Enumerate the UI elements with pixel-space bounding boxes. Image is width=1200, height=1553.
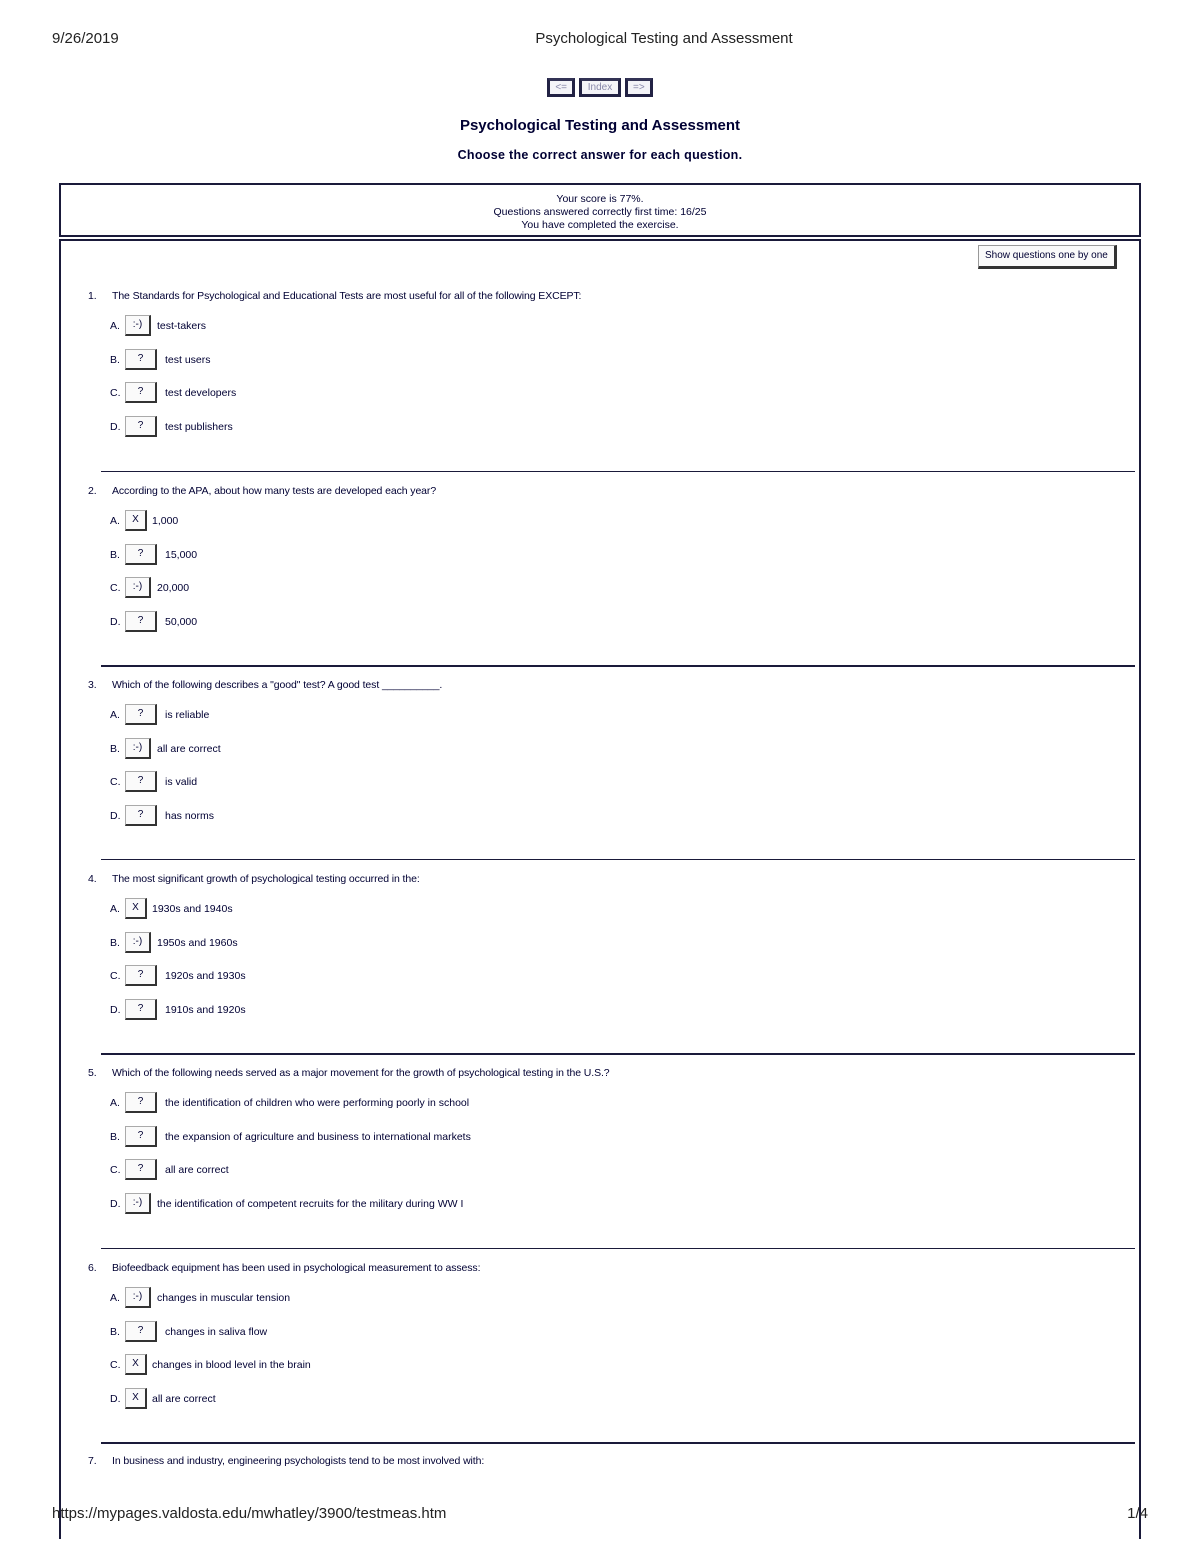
option-letter: D. xyxy=(110,810,121,822)
answer-button[interactable]: :-) xyxy=(125,932,151,953)
option-text: 1910s and 1920s xyxy=(165,1004,246,1016)
answer-button[interactable]: ? xyxy=(125,544,157,565)
answer-button[interactable]: X xyxy=(125,1354,147,1375)
answer-button[interactable]: ? xyxy=(125,611,157,632)
option-text: test users xyxy=(165,354,211,366)
option-letter: B. xyxy=(110,1131,120,1143)
option-text: 1,000 xyxy=(152,515,179,527)
answer-button[interactable]: ? xyxy=(125,1092,157,1113)
print-title: Psychological Testing and Assessment xyxy=(535,30,793,47)
question-text: According to the APA, about how many tests are developed each year? xyxy=(112,485,437,497)
option-text: is valid xyxy=(165,776,198,788)
answer-button[interactable]: ? xyxy=(125,1126,157,1147)
print-header xyxy=(0,30,1200,50)
option-text: 50,000 xyxy=(165,616,198,628)
question-stem xyxy=(88,1455,484,1467)
answer-button[interactable]: :-) xyxy=(125,315,151,336)
option-text: 15,000 xyxy=(165,549,198,561)
question-separator xyxy=(101,471,1135,472)
option-letter: B. xyxy=(110,354,120,366)
question-number: 4. xyxy=(88,873,97,885)
answer-button[interactable]: X xyxy=(125,1388,147,1409)
question-stem xyxy=(88,485,436,497)
print-url: https://mypages.valdosta.edu/mwhatley/3900/testmeas.htm xyxy=(52,1505,447,1522)
option-letter: B. xyxy=(110,549,120,561)
option-letter: C. xyxy=(110,582,121,594)
question-number: 7. xyxy=(88,1455,97,1467)
question-text: Biofeedback equipment has been used in psychological measurement to assess: xyxy=(112,1262,481,1274)
question-number: 5. xyxy=(88,1067,97,1079)
option-letter: A. xyxy=(110,1097,120,1109)
option-letter: A. xyxy=(110,709,120,721)
option-letter: A. xyxy=(110,1292,120,1304)
option-letter: A. xyxy=(110,515,120,527)
index-button[interactable]: Index xyxy=(579,78,621,97)
print-date: 9/26/2019 xyxy=(52,30,119,47)
question-stem xyxy=(88,873,420,885)
print-page-number: 1/4 xyxy=(1127,1505,1148,1522)
question-text: In business and industry, engineering psychologists tend to be most involved with: xyxy=(112,1455,485,1467)
answer-button[interactable]: ? xyxy=(125,805,157,826)
correct-first-time-line: Questions answered correctly first time: 16/25 xyxy=(493,206,707,218)
answer-button[interactable]: :-) xyxy=(125,1193,151,1214)
option-letter: C. xyxy=(110,1164,121,1176)
answer-button[interactable]: X xyxy=(125,898,147,919)
option-letter: D. xyxy=(110,616,121,628)
answer-button[interactable]: ? xyxy=(125,416,157,437)
option-text: changes in muscular tension xyxy=(157,1292,291,1304)
question-text: Which of the following describes a "good" test? A good test __________. xyxy=(112,679,443,691)
answer-button[interactable]: ? xyxy=(125,999,157,1020)
option-letter: C. xyxy=(110,1359,121,1371)
answer-button[interactable]: :-) xyxy=(125,577,151,598)
option-text: 1930s and 1940s xyxy=(152,903,233,915)
option-text: changes in blood level in the brain xyxy=(152,1359,311,1371)
question-number: 1. xyxy=(88,290,97,302)
question-text: The most significant growth of psychological testing occurred in the: xyxy=(112,873,420,885)
question-number: 3. xyxy=(88,679,97,691)
print-footer xyxy=(0,1505,1200,1525)
option-letter: D. xyxy=(110,421,121,433)
option-text: the identification of competent recruits for the military during WW I xyxy=(157,1198,464,1210)
exercise-instructions: Choose the correct answer for each question. xyxy=(457,148,743,162)
option-text: has norms xyxy=(165,810,215,822)
question-separator xyxy=(101,665,1135,667)
answer-button[interactable]: :-) xyxy=(125,1287,151,1308)
option-text: all are correct xyxy=(152,1393,216,1405)
questions-panel xyxy=(59,239,1141,1539)
score-line: Your score is 77%. xyxy=(556,193,644,205)
answer-button[interactable]: ? xyxy=(125,965,157,986)
option-letter: C. xyxy=(110,387,121,399)
option-letter: C. xyxy=(110,970,121,982)
option-text: 20,000 xyxy=(157,582,190,594)
answer-button[interactable]: ? xyxy=(125,771,157,792)
option-text: all are correct xyxy=(157,743,221,755)
option-letter: A. xyxy=(110,903,120,915)
option-letter: B. xyxy=(110,743,120,755)
option-text: test developers xyxy=(165,387,237,399)
answer-button[interactable]: ? xyxy=(125,349,157,370)
option-text: all are correct xyxy=(165,1164,229,1176)
question-number: 6. xyxy=(88,1262,97,1274)
option-text: test-takers xyxy=(157,320,207,332)
option-letter: B. xyxy=(110,1326,120,1338)
option-letter: D. xyxy=(110,1198,121,1210)
question-stem xyxy=(88,290,581,302)
score-box xyxy=(59,183,1141,237)
question-separator xyxy=(101,859,1135,860)
question-separator xyxy=(101,1053,1135,1055)
prev-button[interactable]: <= xyxy=(547,78,575,97)
question-text: Which of the following needs served as a major movement for the growth of psychological testing in the U.S.? xyxy=(112,1067,610,1079)
option-text: changes in saliva flow xyxy=(165,1326,268,1338)
next-button[interactable]: => xyxy=(625,78,653,97)
show-one-by-one-button[interactable]: Show questions one by one xyxy=(978,245,1117,269)
option-text: the expansion of agriculture and business to international markets xyxy=(165,1131,471,1143)
question-text: The Standards for Psychological and Educational Tests are most useful for all of the following EXCEPT: xyxy=(112,290,582,302)
option-letter: D. xyxy=(110,1004,121,1016)
question-number: 2. xyxy=(88,485,97,497)
option-letter: A. xyxy=(110,320,120,332)
option-letter: B. xyxy=(110,937,120,949)
option-text: the identification of children who were performing poorly in school xyxy=(165,1097,470,1109)
nav-buttons xyxy=(0,78,1200,97)
completed-line: You have completed the exercise. xyxy=(521,219,679,231)
question-stem xyxy=(88,679,442,691)
answer-button[interactable]: ? xyxy=(125,1159,157,1180)
exercise-title: Psychological Testing and Assessment xyxy=(459,117,741,134)
question-stem xyxy=(88,1067,610,1079)
option-text: 1920s and 1930s xyxy=(165,970,246,982)
question-separator xyxy=(101,1442,1135,1444)
option-letter: D. xyxy=(110,1393,121,1405)
question-stem xyxy=(88,1262,480,1274)
answer-button[interactable]: ? xyxy=(125,704,157,725)
option-text: 1950s and 1960s xyxy=(157,937,238,949)
option-text: is reliable xyxy=(165,709,210,721)
answer-button[interactable]: ? xyxy=(125,382,157,403)
option-letter: C. xyxy=(110,776,121,788)
question-separator xyxy=(101,1248,1135,1249)
answer-button[interactable]: X xyxy=(125,510,147,531)
answer-button[interactable]: :-) xyxy=(125,738,151,759)
answer-button[interactable]: ? xyxy=(125,1321,157,1342)
option-text: test publishers xyxy=(165,421,233,433)
